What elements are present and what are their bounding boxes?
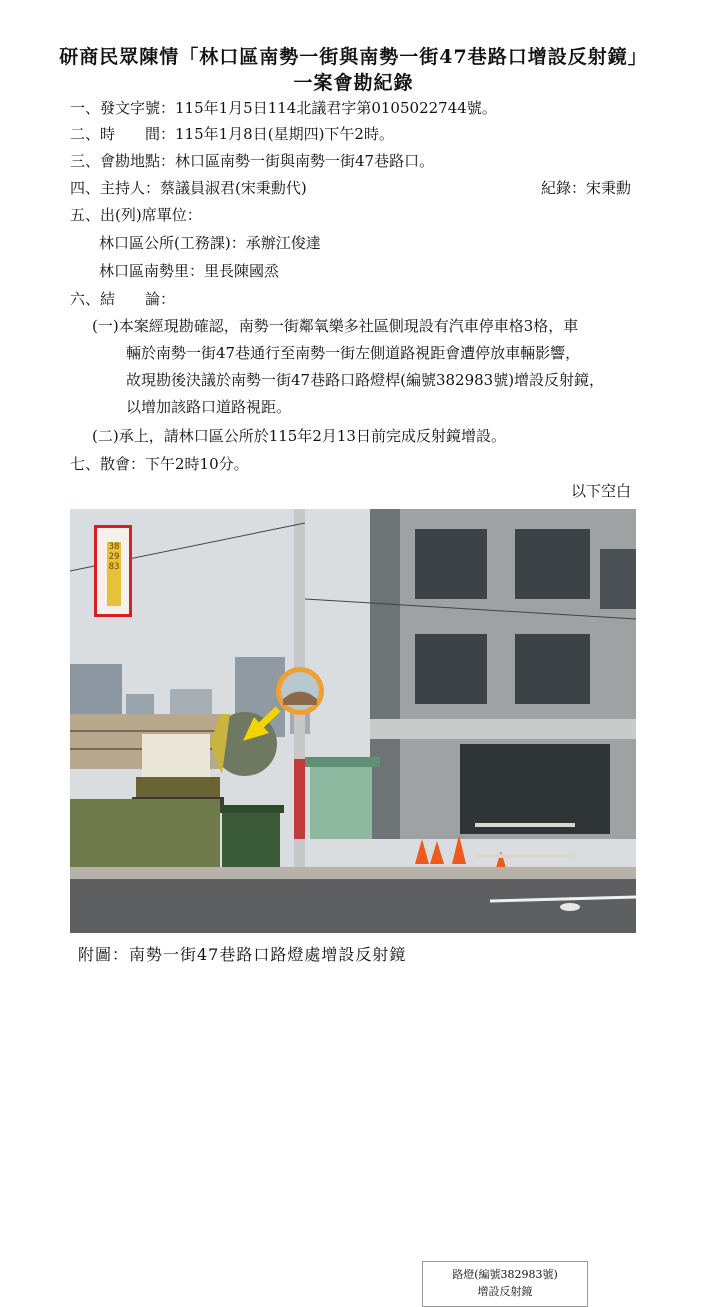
item-time: 二、時 間：115年1月8日(星期四)下午2時。 bbox=[70, 125, 394, 143]
conclusion-1-line4: 以增加該路口道路視距。 bbox=[126, 398, 292, 416]
conclusion-2: (二)承上，請林口區公所於115年2月13日前完成反射鏡增設。 bbox=[92, 427, 506, 445]
conclusion-1-line3: 故現勘後決議於南勢一街47巷路口路燈桿(編號382983號)增設反射鏡， bbox=[126, 371, 605, 389]
pole-number-tag bbox=[94, 525, 132, 617]
item-recorder: 紀錄：宋秉勳 bbox=[541, 179, 632, 197]
item-conclusion-label: 六、結 論： bbox=[70, 290, 176, 308]
document-title-line2: 一案會勘紀錄 bbox=[293, 72, 414, 94]
item-attendees-label: 五、出(列)席單位： bbox=[70, 206, 202, 224]
item-place: 三、會勘地點：林口區南勢一街與南勢一街47巷路口。 bbox=[70, 152, 435, 170]
blank-note: 以下空白 bbox=[571, 482, 632, 500]
conclusion-1-line1: (一)本案經現勘確認，南勢一街鄰氧樂多社區側現設有汽車停車格3格，車 bbox=[92, 317, 579, 335]
callout-line2: 增設反射鏡 bbox=[477, 1285, 533, 1298]
site-photo-illustration bbox=[70, 509, 636, 933]
item-adjourn: 七、散會：下午2時10分。 bbox=[70, 455, 249, 473]
pole-number-plate bbox=[107, 542, 121, 606]
streetlight-callout bbox=[422, 1261, 588, 1307]
conclusion-1-line2: 輛於南勢一街47巷通行至南勢一街左側道路視距會遭停放車輛影響， bbox=[126, 344, 581, 362]
attendee-2: 林口區南勢里：里長陳國烝 bbox=[99, 262, 280, 280]
attendee-1: 林口區公所(工務課)：承辦江俊達 bbox=[99, 234, 321, 252]
item-host: 四、主持人：蔡議員淑君(宋秉勳代) bbox=[70, 179, 307, 197]
document-title-line1: 研商民眾陳情「林口區南勢一街與南勢一街47巷路口增設反射鏡」 bbox=[59, 46, 648, 68]
figure-caption: 附圖：南勢一街47巷路口路燈處增設反射鏡 bbox=[78, 945, 407, 964]
callout-line1: 路燈(編號382983號) bbox=[452, 1268, 558, 1281]
item-doc-no: 一、發文字號：115年1月5日114北議君字第0105022744號。 bbox=[70, 99, 497, 117]
pole-number-text: 382983 bbox=[108, 542, 120, 572]
